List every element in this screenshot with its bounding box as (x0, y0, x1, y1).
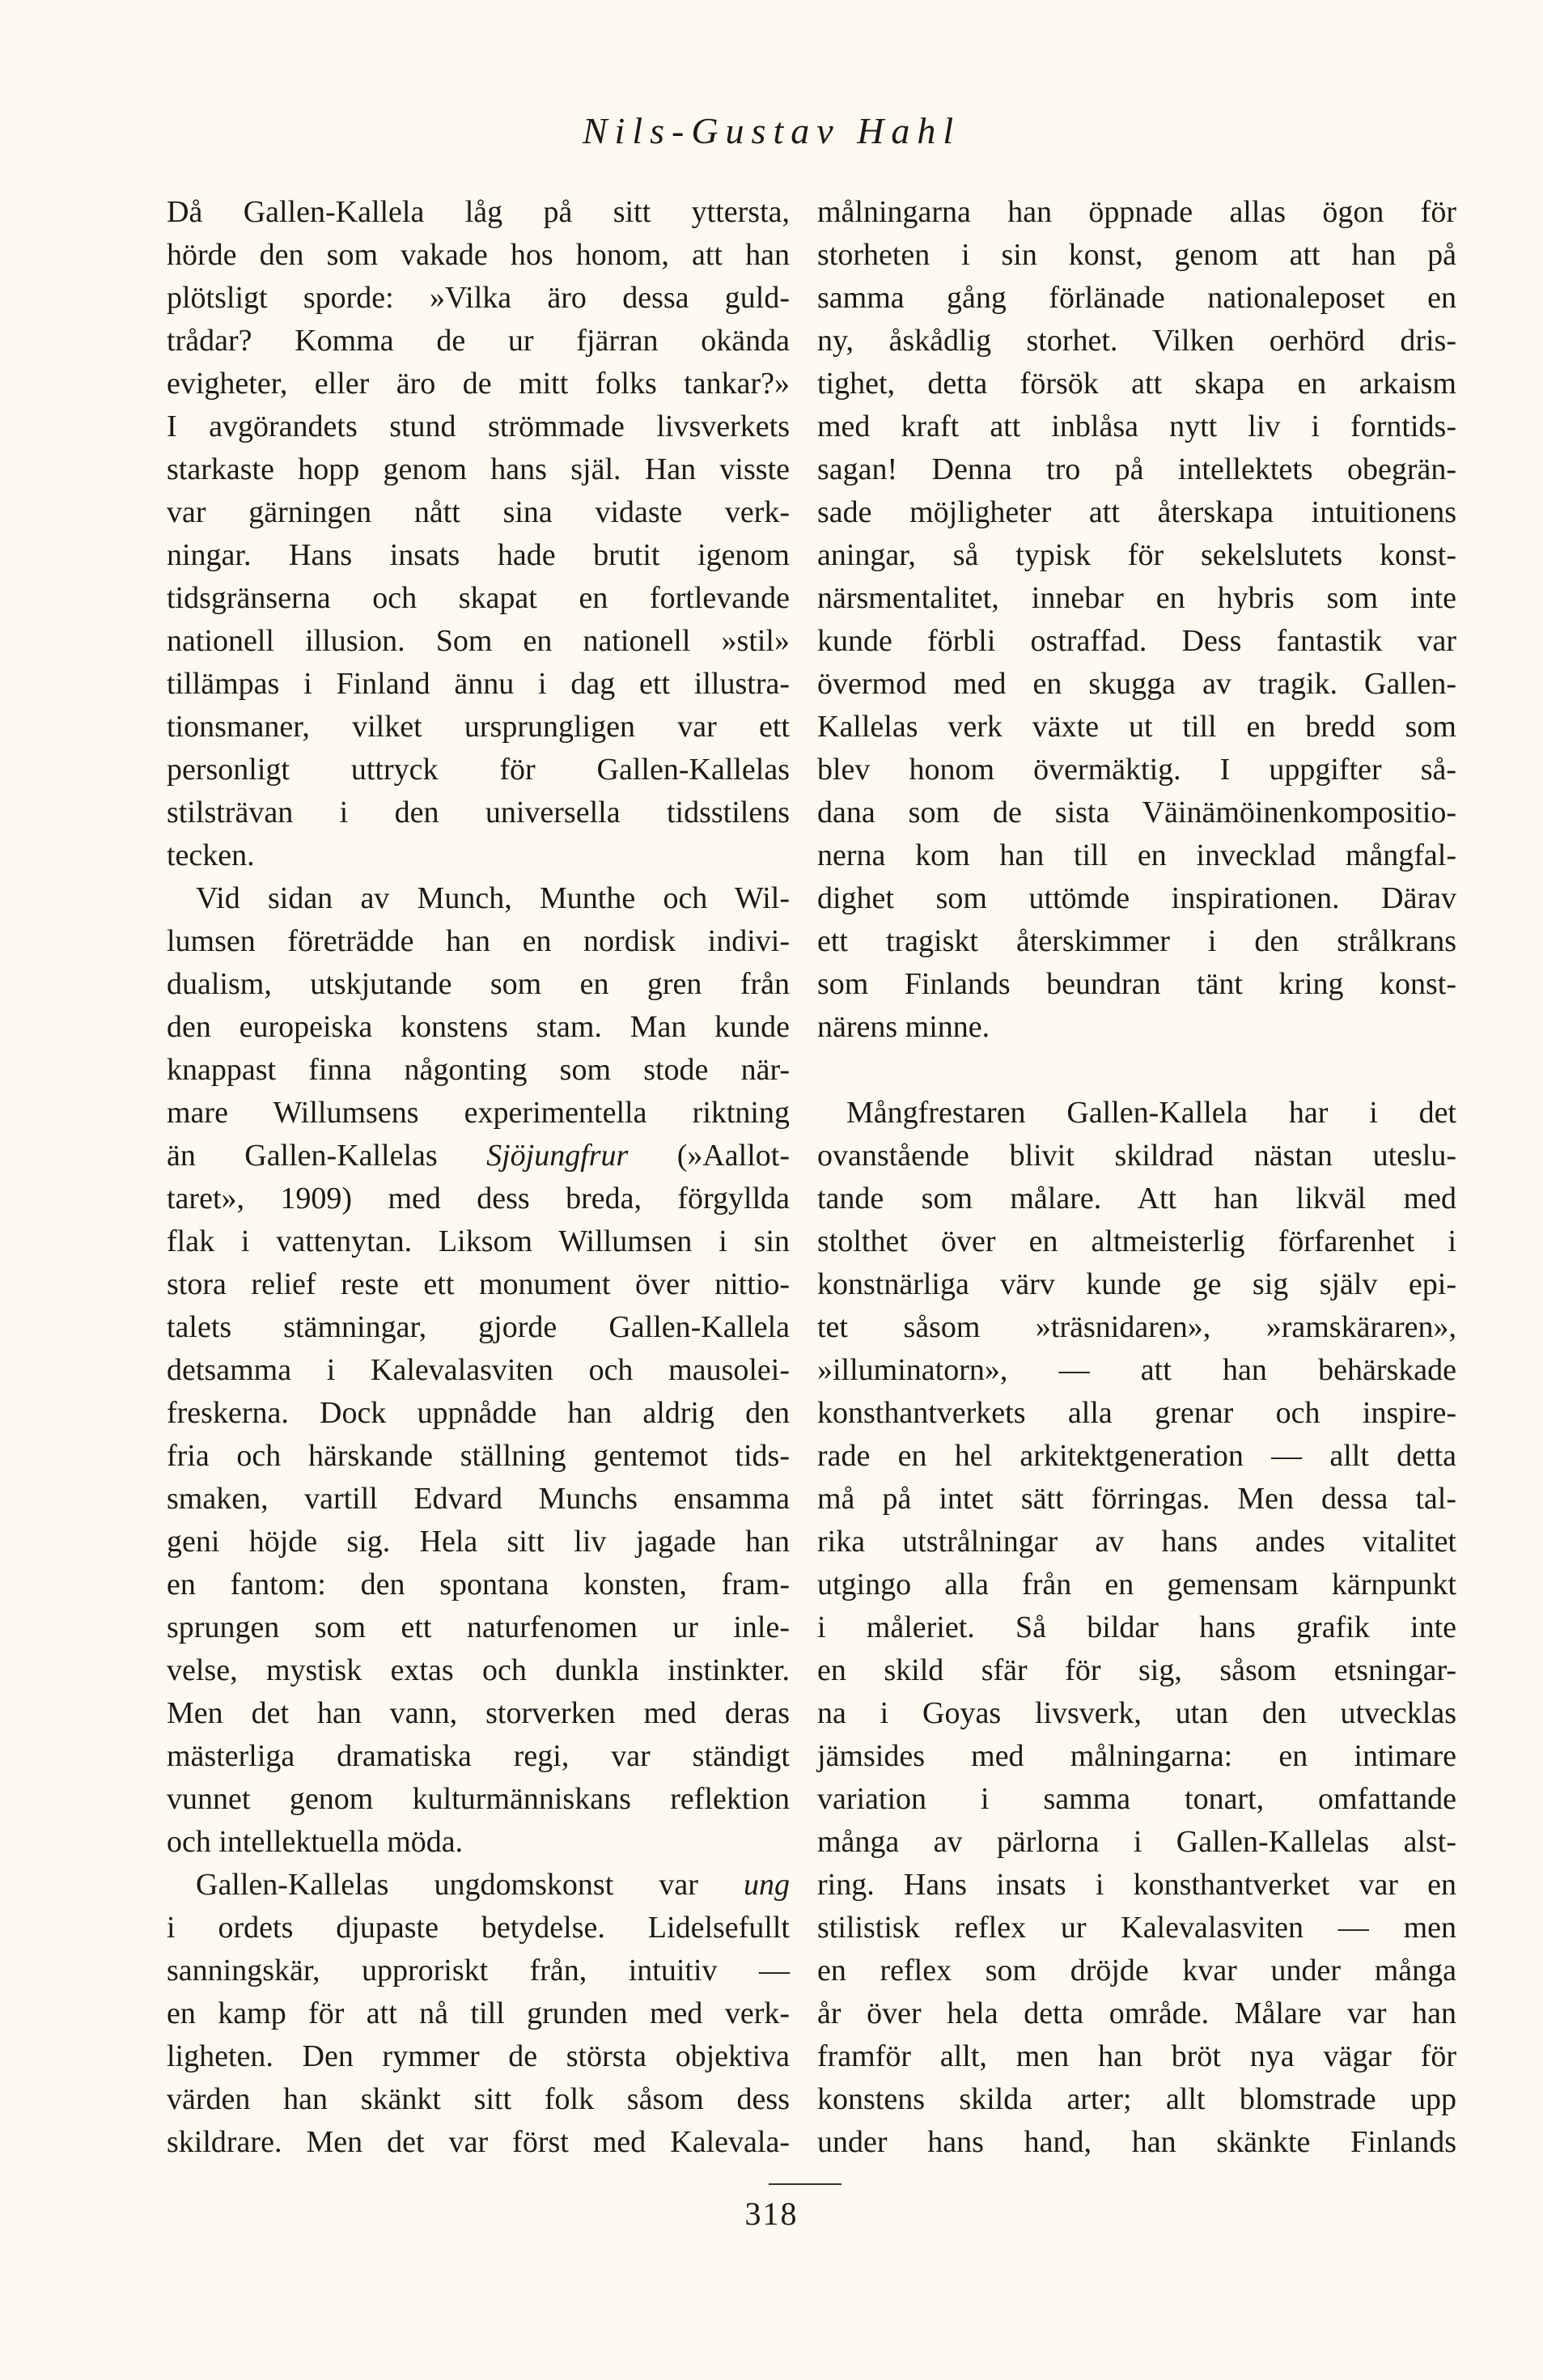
text-line: tighet, detta försök att skapa en arkaism (817, 367, 1456, 401)
text-line: mare Willumsens experimentella riktning (167, 1096, 790, 1130)
text-line: Men det han vann, storverken med deras (167, 1696, 790, 1730)
text-line: sagan! Denna tro på intellektets obegrän- (817, 452, 1456, 486)
text-line: tidsgränserna och skapat en fortlevande (167, 581, 790, 615)
text-line: storheten i sin konst, genom att han på (817, 238, 1456, 272)
text-line: ningar. Hans insats hade brutit igenom (167, 538, 790, 572)
italic-title: Sjöjungfrur (486, 1139, 629, 1173)
text-line: ett tragiskt återskimmer i den strålkrans (817, 924, 1456, 958)
text-line: rika utstrålningar av hans andes vitalitet (817, 1525, 1456, 1559)
text-line: med kraft att inblåsa nytt liv i forntids- (817, 409, 1456, 443)
text-line: ny, åskådlig storhet. Vilken oerhörd dris- (817, 324, 1456, 358)
text-line: utgingo alla från en gemensam kärnpunkt (817, 1568, 1456, 1602)
text-line: ring. Hans insats i konsthantverket var en (817, 1868, 1456, 1902)
text-line: framför allt, men han bröt nya vägar för (817, 2039, 1456, 2073)
text-line: nerna kom han till en invecklad mångfal- (817, 838, 1456, 872)
text-line: skildrare. Men det var först med Kalevala- (167, 2125, 790, 2159)
italic-title: ung (744, 1868, 790, 1902)
text-line: blev honom övermäktig. I uppgifter så- (817, 753, 1456, 787)
text-segment: (»Aallot- (628, 1139, 790, 1173)
text-line: samma gång förlänade nationaleposet en (817, 281, 1456, 315)
text-line: vunnet genom kulturmänniskans reflektion (167, 1782, 790, 1816)
text-line: konsthantverkets alla grenar och inspire- (817, 1396, 1456, 1430)
page-number: 318 (744, 2195, 799, 2232)
text-line: och intellektuella möda. (167, 1825, 464, 1859)
text-line: dana som de sista Väinämöinenkompositio- (817, 795, 1456, 829)
text-line: som Finlands beundran tänt kring konst- (817, 967, 1456, 1001)
text-line: Då Gallen-Kallela låg på sitt yttersta, (167, 195, 790, 229)
text-line: fria och härskande ställning gentemot tids- (167, 1439, 790, 1473)
running-header-author: Nils-Gustav Hahl (582, 110, 961, 151)
text-line: år över hela detta område. Målare var han (817, 1996, 1456, 2030)
text-line: detsamma i Kalevalasviten och mausolei- (167, 1353, 790, 1387)
text-line: en fantom: den spontana konsten, fram- (167, 1568, 790, 1602)
text-line: ovanstående blivit skildrad nästan uteslu- (817, 1139, 1456, 1173)
text-line (167, 1864, 790, 1907)
text-line: sanningskär, upproriskt från, intuitiv — (167, 1954, 790, 1988)
text-line: tande som målare. Att han likväl med (817, 1182, 1456, 1215)
text-line: nationell illusion. Som en nationell »stil» (167, 624, 790, 658)
text-line: freskerna. Dock uppnådde han aldrig den (167, 1396, 790, 1430)
text-line: rade en hel arkitektgeneration — allt detta (817, 1439, 1456, 1473)
text-line: tet såsom »träsnidaren», »ramskäraren», (817, 1310, 1456, 1344)
text-line: talets stämningar, gjorde Gallen-Kallela (167, 1310, 790, 1344)
text-line: värden han skänkt sitt folk såsom dess (167, 2082, 790, 2116)
text-line: en skild sfär för sig, såsom etsningar- (817, 1653, 1456, 1687)
text-line: lumsen företrädde han en nordisk indivi- (167, 924, 790, 958)
text-line: na i Goyas livsverk, utan den utvecklas (817, 1696, 1456, 1730)
text-line: den europeiska konstens stam. Man kunde (167, 1010, 790, 1044)
text-line: taret», 1909) med dess breda, förgyllda (167, 1182, 790, 1215)
text-line: en reflex som dröjde kvar under många (817, 1954, 1456, 1988)
text-line: sade möjligheter att återskapa intuitionens (817, 495, 1456, 529)
text-line: var gärningen nått sina vidaste verk- (167, 495, 790, 529)
text-line: i ordets djupaste betydelse. Lidelsefullt (167, 1911, 790, 1945)
text-line: hörde den som vakade hos honom, att han (167, 238, 790, 272)
text-line: närsmentalitet, innebar en hybris som inte (817, 581, 1456, 615)
text-line: smaken, vartill Edvard Munchs ensamma (167, 1482, 790, 1516)
text-line: närens minne. (817, 1010, 990, 1044)
text-line: tecken. (167, 838, 255, 872)
text-line: mästerliga dramatiska regi, var ständigt (167, 1739, 790, 1773)
text-line: under hans hand, han skänkte Finlands (817, 2125, 1456, 2159)
text-line: dualism, utskjutande som en gren från (167, 967, 790, 1001)
text-line: personligt uttryck för Gallen-Kallelas (167, 753, 790, 787)
text-line: stilistisk reflex ur Kalevalasviten — men (817, 1911, 1456, 1945)
text-line: stora relief reste ett monument över nittio- (167, 1267, 790, 1301)
text-line: konstnärliga värv kunde ge sig själv epi- (817, 1267, 1456, 1301)
text-line: trådar? Komma de ur fjärran okända (167, 324, 790, 358)
text-line: kunde förbli ostraffad. Dess fantastik var (817, 624, 1456, 658)
blank-line (817, 1049, 1456, 1092)
text-line: evigheter, eller äro de mitt folks tankar?» (167, 367, 790, 401)
text-line: aningar, så typisk för sekelslutets konst- (817, 538, 1456, 572)
text-line: velse, mystisk extas och dunkla instinkter. (167, 1653, 790, 1687)
text-line: tionsmaner, vilket ursprungligen var ett (167, 710, 790, 744)
text-line: stolthet över en altmeisterlig förfarenhet i (817, 1224, 1456, 1258)
text-line: starkaste hopp genom hans själ. Han visste (167, 452, 790, 486)
text-line: må på intet sätt förringas. Men dessa tal- (817, 1482, 1456, 1516)
left-text-column (167, 191, 790, 2164)
text-segment: Gallen-Kallelas ungdomskonst var (196, 1868, 744, 1902)
text-line: övermod med en skugga av tragik. Gallen- (817, 667, 1456, 701)
text-line: plötsligt sporde: »Vilka äro dessa guld- (167, 281, 790, 315)
text-line: jämsides med målningarna: en intimare (817, 1739, 1456, 1773)
text-line: geni höjde sig. Hela sitt liv jagade han (167, 1525, 790, 1559)
text-line: Kallelas verk växte ut till en bredd som (817, 710, 1456, 744)
text-line: ligheten. Den rymmer de största objektiva (167, 2039, 790, 2073)
text-line: målningarna han öppnade allas ögon för (817, 195, 1456, 229)
text-line: en kamp för att nå till grunden med verk- (167, 1996, 790, 2030)
text-line: tillämpas i Finland ännu i dag ett illustra- (167, 667, 790, 701)
text-line: många av pärlorna i Gallen-Kallelas alst- (817, 1825, 1456, 1859)
text-line: variation i samma tonart, omfattande (817, 1782, 1456, 1816)
text-line: »illuminatorn», — att han behärskade (817, 1353, 1456, 1387)
text-line: stilsträvan i den universella tidsstilens (167, 795, 790, 829)
text-line (167, 1135, 790, 1177)
text-line: sprungen som ett naturfenomen ur inle- (167, 1610, 790, 1644)
text-line: Mångfrestaren Gallen-Kallela har i det (846, 1096, 1456, 1130)
page-number-rule (769, 2183, 841, 2185)
text-segment: än Gallen-Kallelas (167, 1139, 487, 1173)
text-line: dighet som uttömde inspirationen. Därav (817, 881, 1456, 915)
text-line: I avgörandets stund strömmade livsverkets (167, 409, 790, 443)
text-line: konstens skilda arter; allt blomstrade upp (817, 2082, 1456, 2116)
text-line: flak i vattenytan. Liksom Willumsen i sin (167, 1224, 790, 1258)
text-line: knappast finna någonting som stode när- (167, 1053, 790, 1087)
text-line: i måleriet. Så bildar hans grafik inte (817, 1610, 1456, 1644)
right-text-column (817, 191, 1456, 2164)
text-line: Vid sidan av Munch, Munthe och Wil- (196, 881, 790, 915)
